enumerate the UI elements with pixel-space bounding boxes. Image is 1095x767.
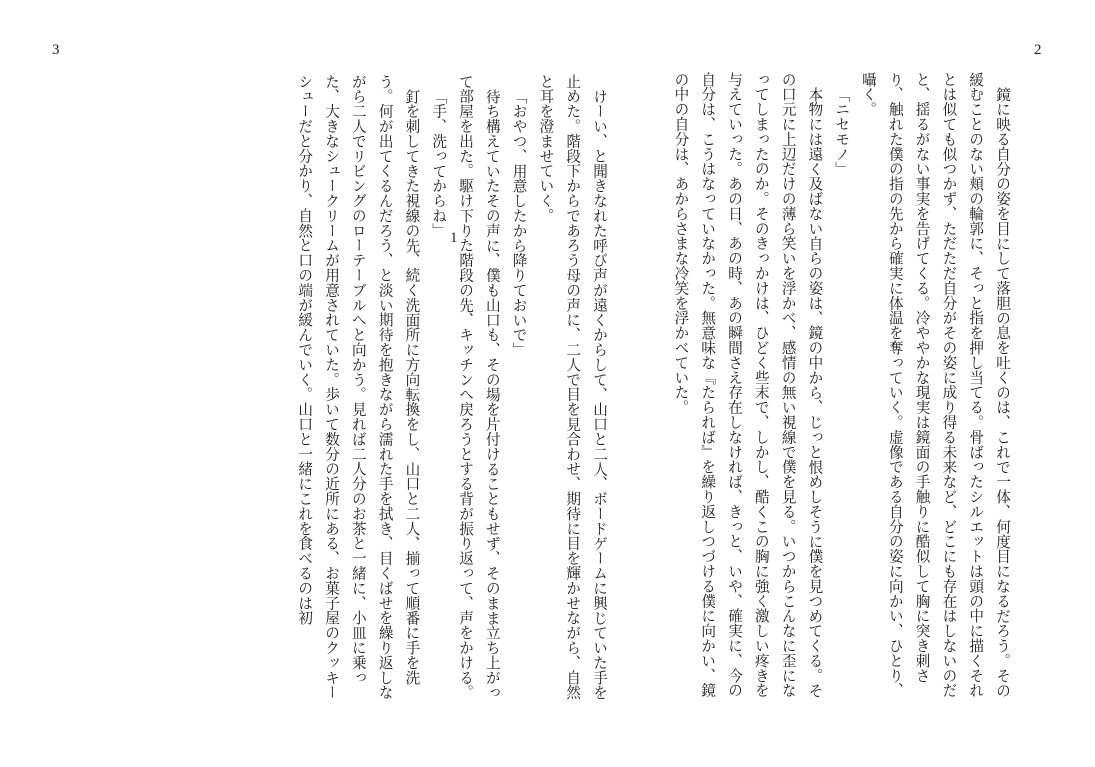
dialogue-line: 「ニセモノ」 [833, 86, 851, 176]
dialogue-line: 「おやつ、用意したから降りておいで」 [510, 88, 528, 357]
section-number: 1 [450, 230, 458, 246]
paragraph: 本物には遠く及ばない自らの姿は、鏡の中から、じっと恨めしそうに僕を見つめてくる。その口元に上辺だけの薄ら笑いを浮かべ、感情の無い視線で僕を見る。いつからこんなに歪になってしまったのか。そのきっかけは、ひどく些末で、しかし、酷くこの胸に強く激しい疼きを与えていった。あの日、あの時、あの瞬間さえ存在しなければ、きっと、いや、確実に、今の自分は、こうはなっていなかった。無意味な『たられば』を繰り返しつづける僕に向かい、鏡の中の自分は、あからさまな冷笑を浮かべていた。 [672, 72, 824, 698]
dialogue-line: 「手、洗ってからね」 [430, 88, 448, 238]
page-number-right: 2 [1034, 42, 1042, 58]
right-page-text [655, 72, 1015, 712]
paragraph: 釘を刺してきた視線の先、続く洗面所に方向転換をし、山口と二人、揃って順番に手を洗う。何が出てくるんだろう、と淡い期待を抱きながら濡れた手を拭き、目くばせを繰り返しながら二人でリビングのローテーブルへと向かう。見れば二人分のお茶と一緒に、小皿に乗った、大きなシュークリームが用意されていた。歩いて数分の近所にある、お菓子屋のクッキーシューだと分かり、自然と口の端が緩んでいく。山口と一緒にこれを食べるのは初 [296, 74, 421, 700]
paragraph: 待ち構えていたその声に、僕も山口も、その場を片付けることもせず、そのまま立ち上がって部屋を出た。駆け下りた階段の先、キッチンへ戻ろうとする背が振り返って、声をかける。 [457, 74, 501, 700]
paragraph: 鏡に映る自分の姿を目にして落胆の息を吐くのは、これで一体、何度目になるだろう。その緩むことのない頬の輪郭に、そっと指を押し当てる。骨ばったシルエットは頭の中に描くそれとは似ても似つかず、ただただ自分がその姿に成り得る未来など、どこにも存在はしないのだと、揺るがない事実を告げてくる。冷ややかな現実は鏡面の手触りに酷似して胸に突き刺さり、触れた僕の指の先から確実に体温を奪っていく。虚像である自分の姿に向かい、ひとり、囁く。 [860, 72, 1011, 698]
left-page-text [222, 74, 612, 714]
paragraph: けーい、と聞きなれた呼び声が遠くからして、山口と二人、ボードゲームに興じていた手を止めた。階段下からであろう母の声に、二人で目を見合わせ、期待に目を輝かせながら、自然と耳を澄ませていく。 [537, 74, 608, 700]
page-number-left: 3 [52, 42, 60, 58]
